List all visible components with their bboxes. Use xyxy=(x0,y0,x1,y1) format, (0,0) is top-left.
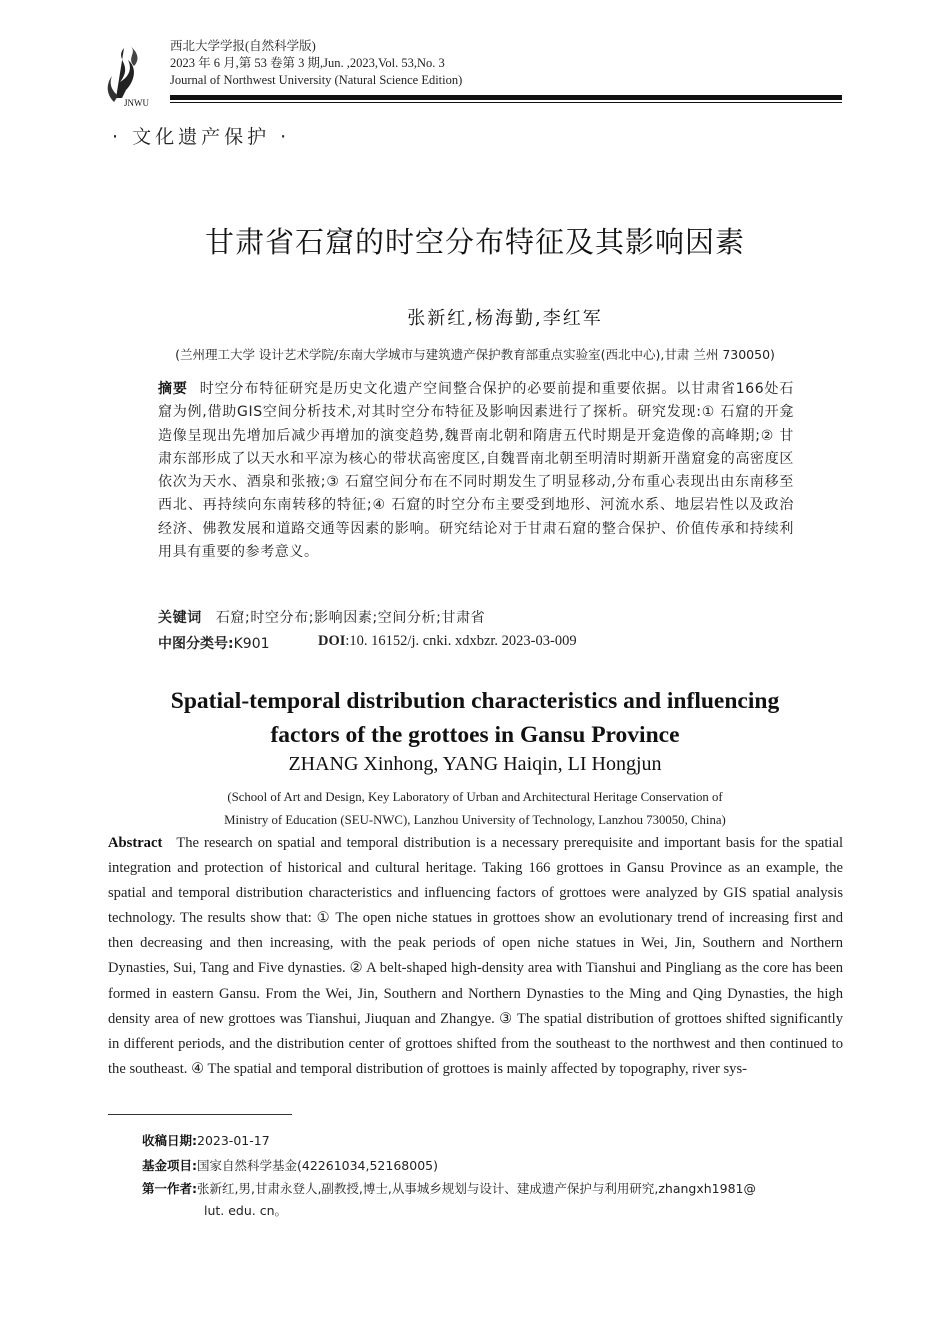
clc-value: K901 xyxy=(233,636,270,652)
doi xyxy=(318,633,577,650)
abstract-label-en: Abstract xyxy=(108,835,163,851)
first-author-label: 第一作者: xyxy=(142,1181,197,1196)
journal-name-cn: 西北大学学报(自然科学版) xyxy=(170,39,316,53)
received-label: 收稿日期: xyxy=(142,1133,197,1148)
keywords-text-cn: 石窟;时空分布;影响因素;空间分析;甘肃省 xyxy=(215,610,486,626)
footnote-fund xyxy=(142,1156,438,1174)
first-author-value: 张新红,男,甘肃永登人,副教授,博士,从事城乡规划与设计、建成遗产保护与利用研究,zhangxh1981@ xyxy=(197,1181,756,1196)
authors-en: ZHANG Xinhong, YANG Haiqin, LI Hongjun xyxy=(288,753,662,775)
first-author-value-cont: lut. edu. cn。 xyxy=(204,1203,288,1218)
keywords-cn xyxy=(158,607,485,627)
abstract-text-cn: 时空分布特征研究是历史文化遗产空间整合保护的必要前提和重要依据。以甘肃省166处石窟为例,借助GIS空间分析技术,对其时空分布特征及影响因素进行了探析。研究发现:① 石窟的开龛造像呈现出先增加后减少再增加的演变趋势,魏晋南北朝和隋唐五代时期是开龛造像的高峰期;② 甘肃东部形成了以天水和平凉为核心的带状高密度区,自魏晋南北朝至明清时期新开凿窟龛的高密度区依次为天水、酒泉和张掖;③ 石窟空间分布在不同时期发生了明显移动,分布重心表现出由东南移至西北、再持续向东南转移的特征;④ 石窟的时空分布主要受到地形、河流水系、地层岩性以及政治经济、佛教发展和道路交通等因素的影响。研究结论对于甘肃石窟的整合保护、价值传承和持续利用具有重要的参考意义。 xyxy=(158,381,794,561)
abstract-label-cn: 摘要 xyxy=(158,381,188,397)
authors-cn: 张新红,杨海勤,李红军 xyxy=(407,308,603,329)
logo-text: JNWU xyxy=(124,98,149,108)
issue-info: 2023 年 6 月,第 53 卷第 3 期,Jun. ,2023,Vol. 53,No. 3 xyxy=(170,56,445,70)
title-en-line2: factors of the grottoes in Gansu Province xyxy=(270,722,680,748)
header-rule-thick xyxy=(170,95,842,100)
page-title-en xyxy=(0,684,950,752)
received-date: 2023-01-17 xyxy=(197,1133,270,1148)
section-tag: · 文化遗产保护 · xyxy=(112,126,291,148)
abstract-en xyxy=(108,831,843,1082)
abstract-cn xyxy=(158,378,794,564)
journal-name-en: Journal of Northwest University (Natural Science Edition) xyxy=(170,73,463,87)
keywords-label-cn: 关键词 xyxy=(158,610,202,626)
clc-number xyxy=(158,633,270,653)
header-rule-thin xyxy=(170,102,842,103)
fund-value: 国家自然科学基金(42261034,52168005) xyxy=(197,1158,438,1173)
journal-header xyxy=(170,38,462,89)
footnote-rule xyxy=(108,1114,292,1115)
abstract-text-en: The research on spatial and temporal distribution is a necessary prerequisite and important basis for the spatial integration and protection of historical and cultural heritage. Taking 166 grottoes in Gansu Province as an example, the spatial and temporal distribution characteristics and influencing factors of grottoes were analyzed by GIS spatial analysis technology. The results show that: ① The open niche statues in grottoes show an evolutionary trend of increasing first and then decreasing and then increasing, with the peak periods of open niche statues in Wei, Jin, Southern and Northern Dynasties, Sui, Tang and Five dynasties. ② A belt-shaped high-density area with Tianshui and Pingliang as the core has been formed in eastern Gansu. From the Wei, Jin, Southern and Northern Dynasties to the Ming and Qing Dynasties, the high density area of new grottoes was Tianshui, Jiuquan and Zhangye. ③ The spatial distribution of grottoes shifted significantly in different periods, and the distribution center of grottoes shifted from the southeast to the northwest and then continued to the southeast. ④ The spatial and temporal distribution of grottoes is mainly affected by topography, river sys- xyxy=(108,835,843,1077)
doi-label: DOI xyxy=(318,633,346,649)
affiliation-en-line2: Ministry of Education (SEU-NWC), Lanzhou University of Technology, Lanzhou 730050, China) xyxy=(224,813,726,827)
doi-value: :10. 16152/j. cnki. xdxbzr. 2023-03-009 xyxy=(345,633,577,649)
affiliation-cn: (兰州理工大学 设计艺术学院/东南大学城市与建筑遗产保护教育部重点实验室(西北中心),甘肃 兰州 730050) xyxy=(175,347,775,362)
affiliation-en-line1: (School of Art and Design, Key Laboratory of Urban and Architectural Heritage Conservation of xyxy=(227,790,723,804)
journal-logo xyxy=(104,42,154,108)
flame-logo-icon xyxy=(104,42,154,108)
clc-label: 中图分类号: xyxy=(158,636,234,652)
fund-label: 基金项目: xyxy=(142,1158,197,1173)
page-title-cn: 甘肃省石窟的时空分布特征及其影响因素 xyxy=(204,225,745,259)
footnote-received xyxy=(142,1131,270,1149)
title-en-line1: Spatial-temporal distribution characteristics and influencing xyxy=(170,688,780,714)
footnote-author xyxy=(142,1178,842,1222)
affiliation-en xyxy=(0,786,950,832)
